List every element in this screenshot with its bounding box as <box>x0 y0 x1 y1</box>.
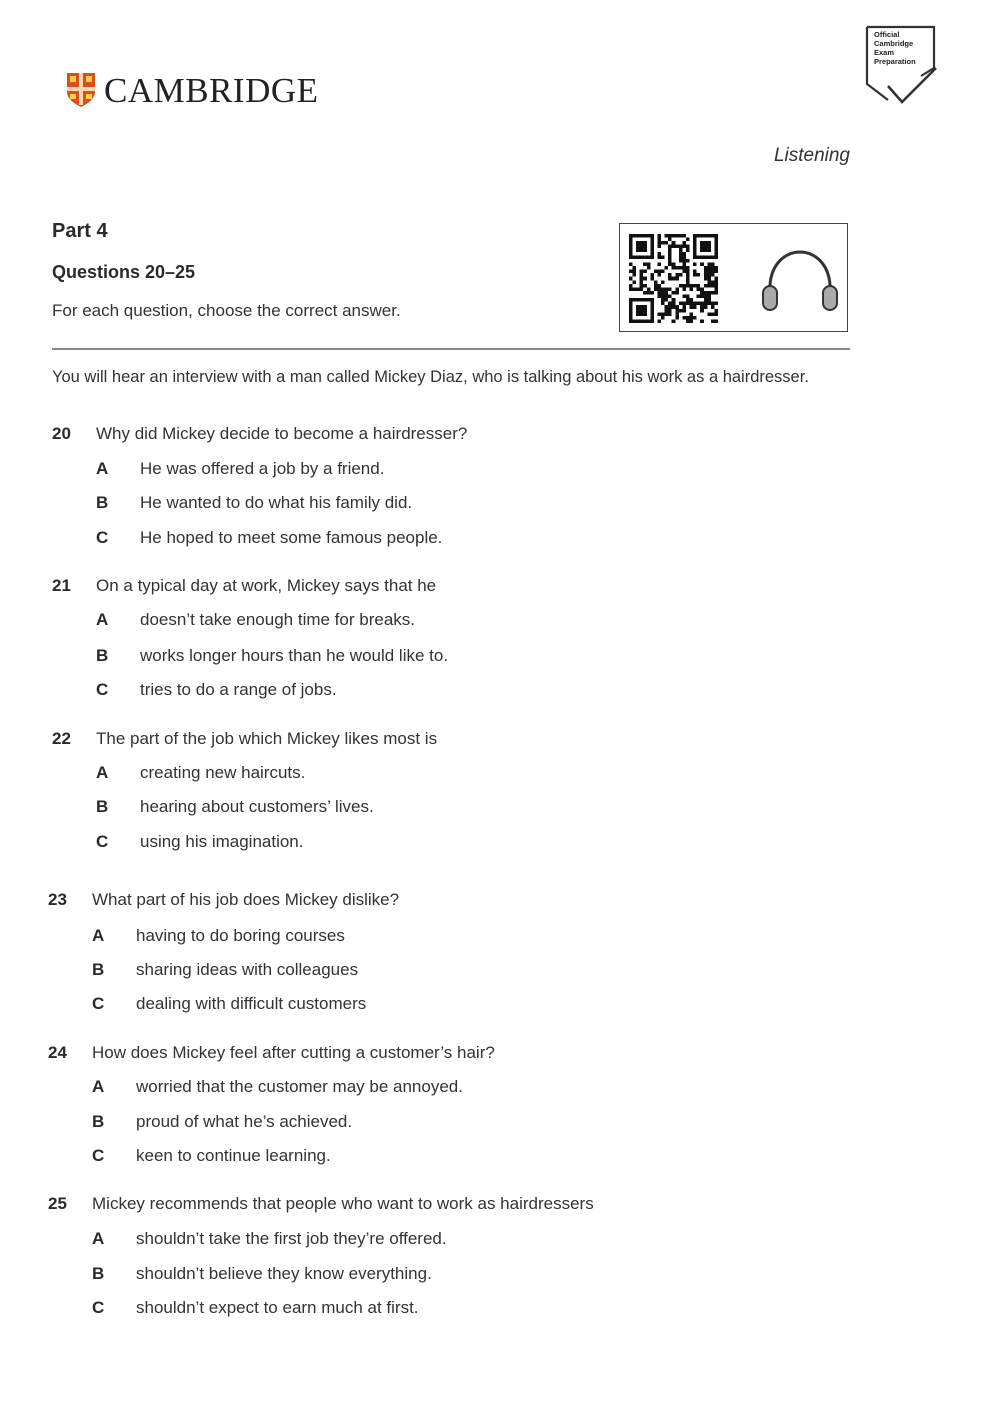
question-text: Why did Mickey decide to become a hairdresser? <box>96 424 468 443</box>
option-text[interactable]: shouldn’t believe they know everything. <box>136 1264 432 1283</box>
question-number: 22 <box>52 729 71 748</box>
option-letter[interactable]: A <box>92 926 105 945</box>
option-letter[interactable]: C <box>92 1146 105 1165</box>
intro-text: You will hear an interview with a man called Mickey Diaz, who is talking about his work as a hairdresser. <box>52 368 809 386</box>
option-letter[interactable]: B <box>92 1264 105 1283</box>
qr-code-icon[interactable] <box>629 234 718 323</box>
option-letter[interactable]: A <box>96 610 109 629</box>
option-text[interactable]: sharing ideas with colleagues <box>136 960 359 979</box>
option-text[interactable]: tries to do a range of jobs. <box>140 680 337 699</box>
audio-box <box>619 223 848 332</box>
option-text[interactable]: He was offered a job by a friend. <box>140 459 385 478</box>
question-text: Mickey recommends that people who want to work as hairdressers <box>92 1194 594 1213</box>
cambridge-logo <box>66 72 319 108</box>
option-text[interactable]: He wanted to do what his family did. <box>140 493 413 512</box>
option-letter[interactable]: B <box>92 1112 105 1131</box>
option-letter[interactable]: A <box>92 1229 105 1248</box>
cambridge-shield-icon <box>66 72 96 108</box>
part-title: Part 4 <box>52 220 108 242</box>
option-text[interactable]: proud of what he’s achieved. <box>136 1112 353 1131</box>
option-text[interactable]: shouldn’t expect to earn much at first. <box>136 1298 419 1317</box>
divider <box>52 348 850 350</box>
option-text[interactable]: hearing about customers’ lives. <box>140 797 374 816</box>
option-letter[interactable]: C <box>92 1298 105 1317</box>
question-text: The part of the job which Mickey likes most is <box>96 729 438 748</box>
option-letter[interactable]: B <box>96 797 109 816</box>
option-letter[interactable]: B <box>96 646 109 665</box>
badge-text: Official Cambridge Exam Preparation <box>874 30 916 66</box>
question-number: 21 <box>52 576 71 595</box>
option-letter[interactable]: A <box>96 459 109 478</box>
option-text[interactable]: worried that the customer may be annoyed. <box>136 1077 463 1096</box>
option-text[interactable]: using his imagination. <box>140 832 304 851</box>
option-letter[interactable]: A <box>92 1077 105 1096</box>
option-text[interactable]: shouldn’t take the first job they’re offered. <box>136 1229 447 1248</box>
headphones-icon <box>760 246 840 316</box>
official-prep-badge <box>864 24 940 108</box>
brand-name: CAMBRIDGE <box>104 70 319 110</box>
option-text[interactable]: keen to continue learning. <box>136 1146 331 1165</box>
option-text[interactable]: dealing with difficult customers <box>136 994 367 1013</box>
option-letter[interactable]: B <box>92 960 105 979</box>
option-text[interactable]: He hoped to meet some famous people. <box>140 528 443 547</box>
section-label: Listening <box>773 145 850 166</box>
question-number: 20 <box>52 424 71 443</box>
option-letter[interactable]: C <box>92 994 105 1013</box>
question-number: 23 <box>48 890 67 909</box>
option-letter[interactable]: C <box>96 680 109 699</box>
option-text[interactable]: doesn’t take enough time for breaks. <box>140 610 415 629</box>
questions-range: Questions 20–25 <box>52 262 196 282</box>
question-number: 24 <box>48 1043 67 1062</box>
question-number: 25 <box>48 1194 67 1213</box>
question-text: What part of his job does Mickey dislike? <box>92 890 400 909</box>
option-text[interactable]: creating new haircuts. <box>140 763 306 782</box>
option-letter[interactable]: A <box>96 763 109 782</box>
instruction: For each question, choose the correct answer. <box>52 301 401 320</box>
question-text: On a typical day at work, Mickey says that he <box>96 576 437 595</box>
question-text: How does Mickey feel after cutting a customer’s hair? <box>92 1043 495 1062</box>
option-letter[interactable]: C <box>96 528 109 547</box>
option-letter[interactable]: C <box>96 832 109 851</box>
option-text[interactable]: works longer hours than he would like to. <box>140 646 449 665</box>
option-text[interactable]: having to do boring courses <box>136 926 345 945</box>
option-letter[interactable]: B <box>96 493 109 512</box>
